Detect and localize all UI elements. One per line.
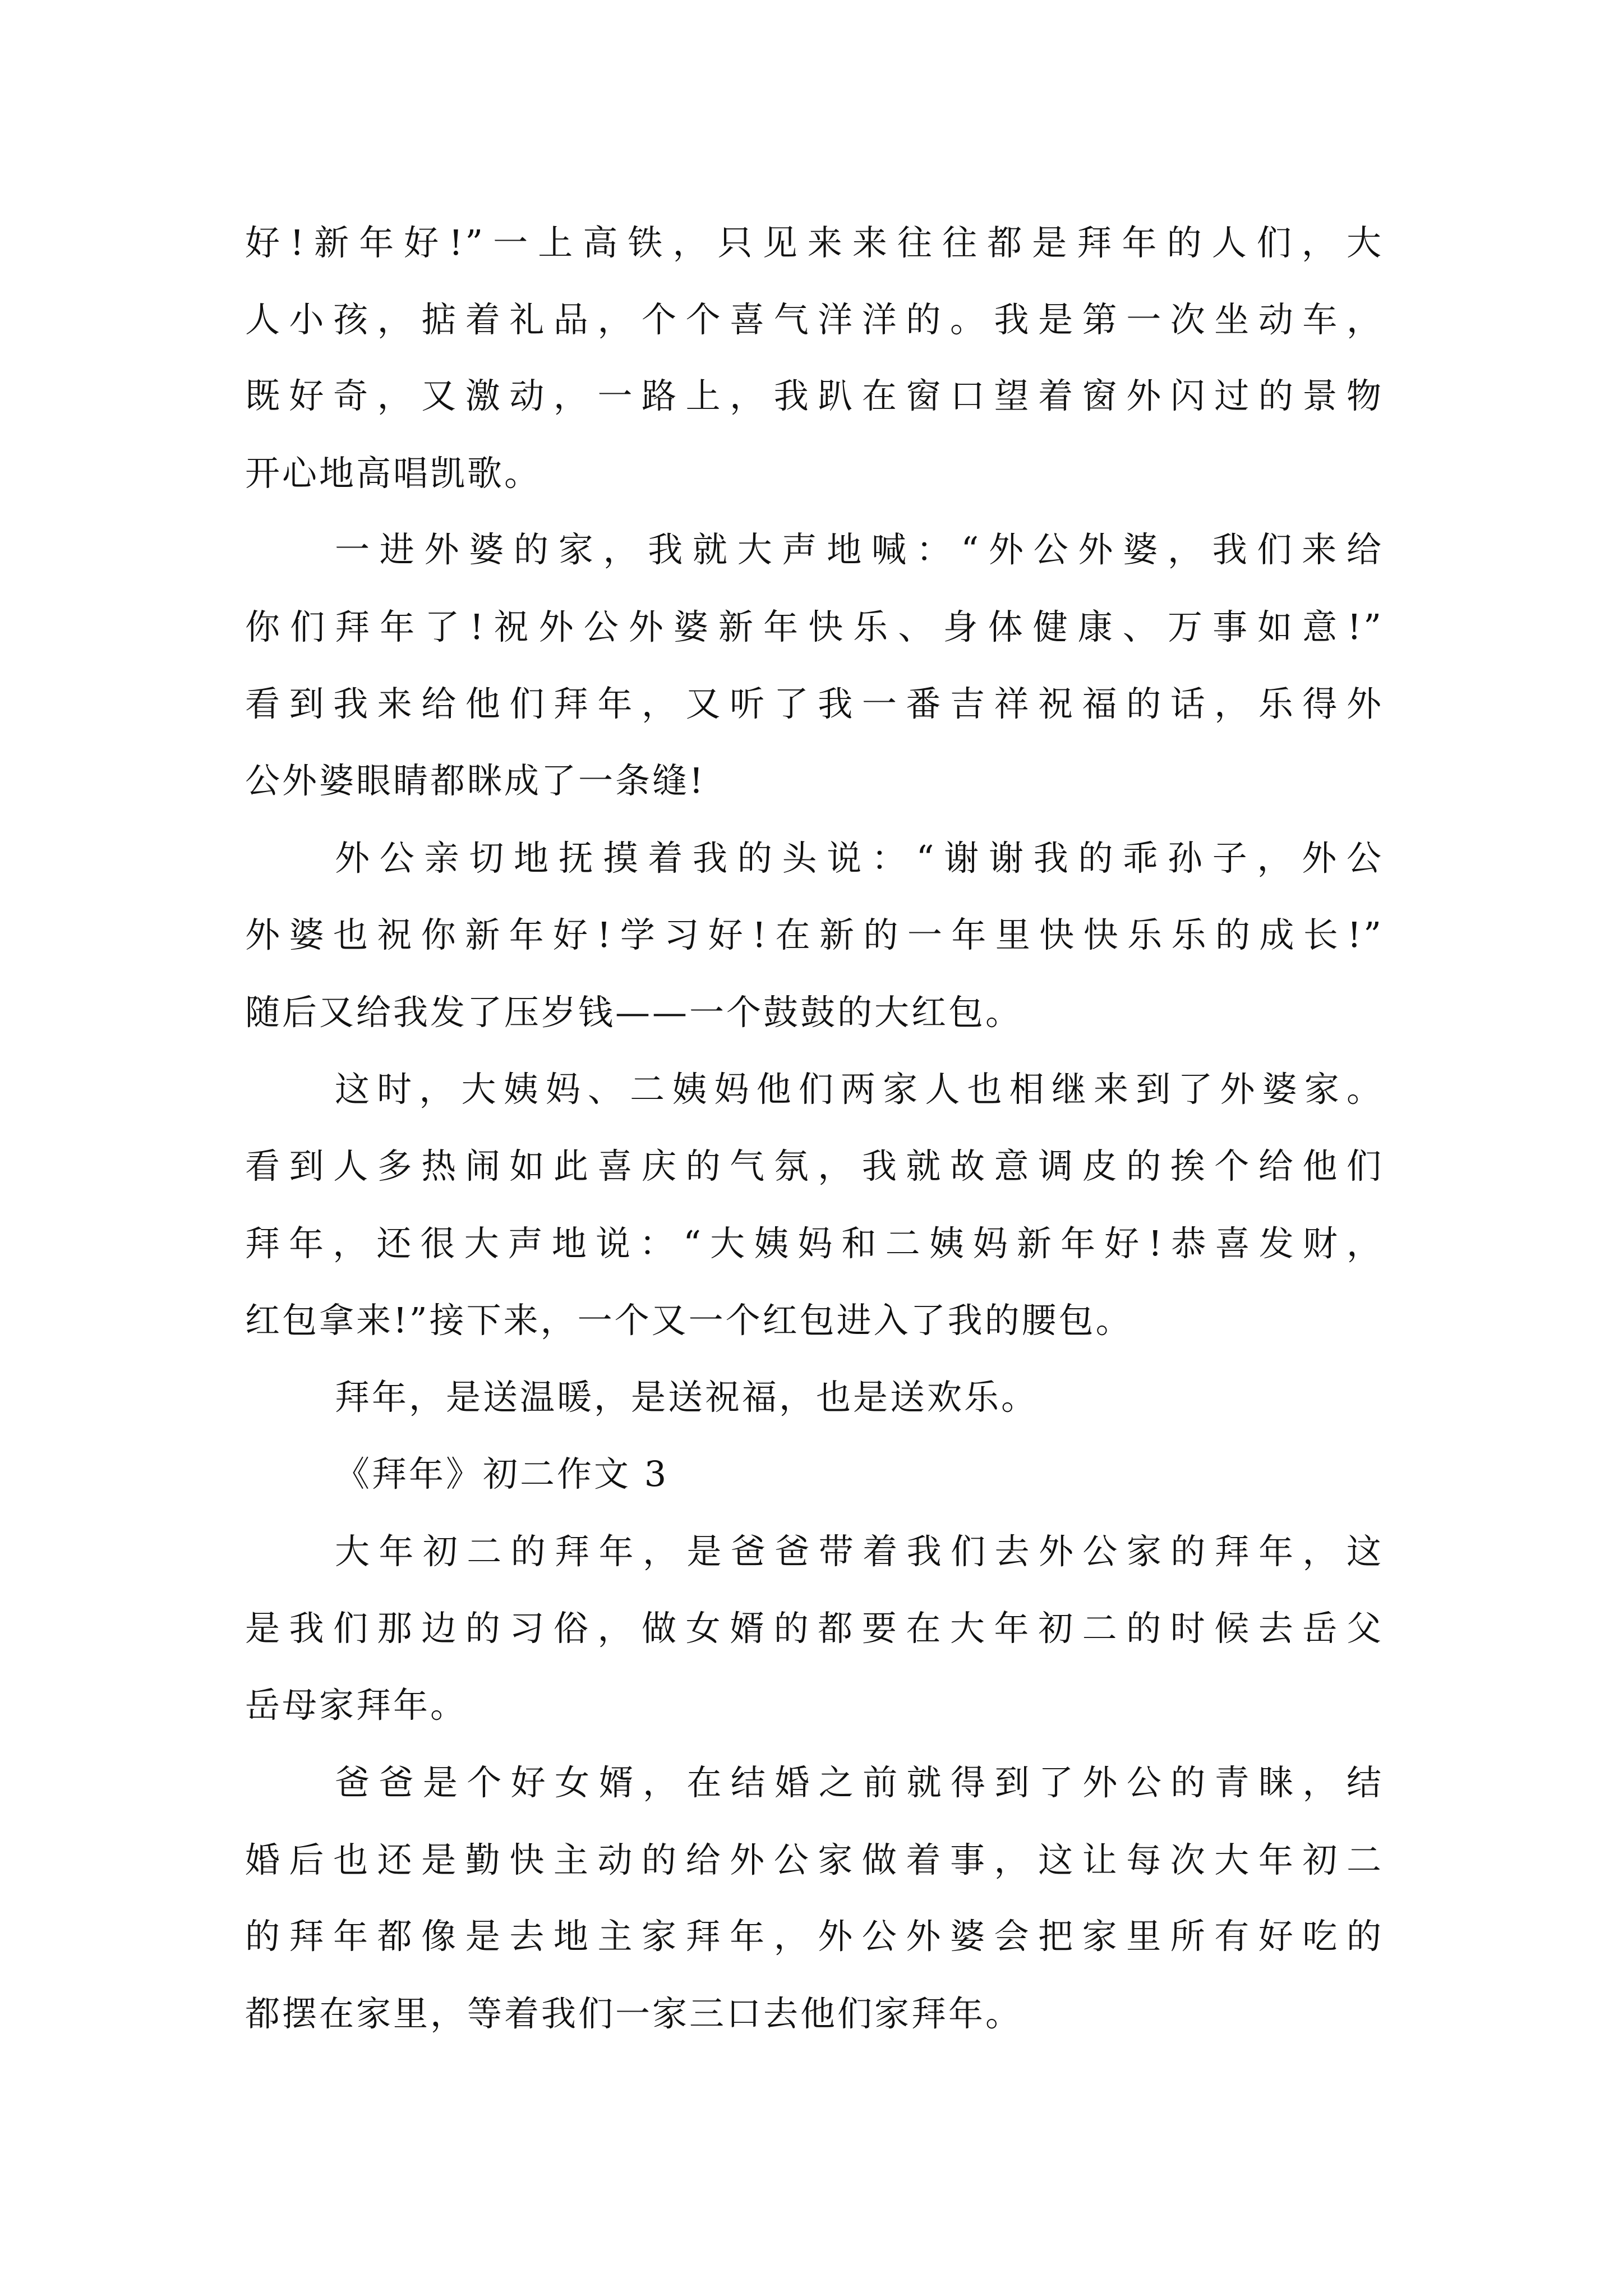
- text-line: 你们拜年了!祝外公外婆新年快乐、身体健康、万事如意!”: [245, 606, 1384, 647]
- paragraph-first-line: 拜年，是送温暖，是送祝福，也是送欢乐。: [335, 1377, 1039, 1418]
- section-heading: 《拜年》初二作文 3: [335, 1453, 669, 1494]
- text-line: 拜年，还很大声地说：“大姨妈和二姨妈新年好!恭喜发财，: [245, 1223, 1384, 1264]
- text-line: 婚后也还是勤快主动的给外公家做着事，这让每次大年初二: [245, 1839, 1384, 1880]
- paragraph-first-line: 一进外婆的家，我就大声地喊：“外公外婆，我们来给: [335, 529, 1384, 570]
- text-line: 看到人多热闹如此喜庆的气氛，我就故意调皮的挨个给他们: [245, 1145, 1384, 1186]
- text-line: 既好奇，又激动，一路上，我趴在窗口望着窗外闪过的景物: [245, 375, 1384, 416]
- text-line: 好!新年好!”一上高铁，只见来来往往都是拜年的人们，大: [245, 222, 1384, 263]
- text-line: 的拜年都像是去地主家拜年，外公外婆会把家里所有好吃的: [245, 1916, 1384, 1957]
- text-line: 公外婆眼睛都眯成了一条缝!: [245, 760, 706, 801]
- text-line: 看到我来给他们拜年，又听了我一番吉祥祝福的话，乐得外: [245, 683, 1384, 724]
- text-line: 人小孩，掂着礼品，个个喜气洋洋的。我是第一次坐动车，: [245, 299, 1384, 340]
- text-line: 岳母家拜年。: [245, 1685, 468, 1726]
- text-line: 红包拿来!”接下来，一个又一个红包进入了我的腰包。: [245, 1300, 1133, 1341]
- paragraph-first-line: 大年初二的拜年，是爸爸带着我们去外公家的拜年，这: [335, 1531, 1384, 1572]
- text-line: 都摆在家里，等着我们一家三口去他们家拜年。: [245, 1993, 1023, 2034]
- text-line: 开心地高唱凯歌。: [245, 453, 542, 494]
- paragraph-first-line: 这时，大姨妈、二姨妈他们两家人也相继来到了外婆家。: [335, 1069, 1384, 1110]
- paragraph-first-line: 爸爸是个好女婿，在结婚之前就得到了外公的青睐，结: [335, 1762, 1384, 1803]
- text-line: 外婆也祝你新年好!学习好!在新的一年里快快乐乐的成长!”: [245, 914, 1384, 955]
- text-line: 随后又给我发了压岁钱——一个鼓鼓的大红包。: [245, 992, 1023, 1033]
- paragraph-first-line: 外公亲切地抚摸着我的头说：“谢谢我的乖孙子，外公: [335, 838, 1384, 878]
- text-line: 是我们那边的习俗，做女婿的都要在大年初二的时候去岳父: [245, 1608, 1384, 1649]
